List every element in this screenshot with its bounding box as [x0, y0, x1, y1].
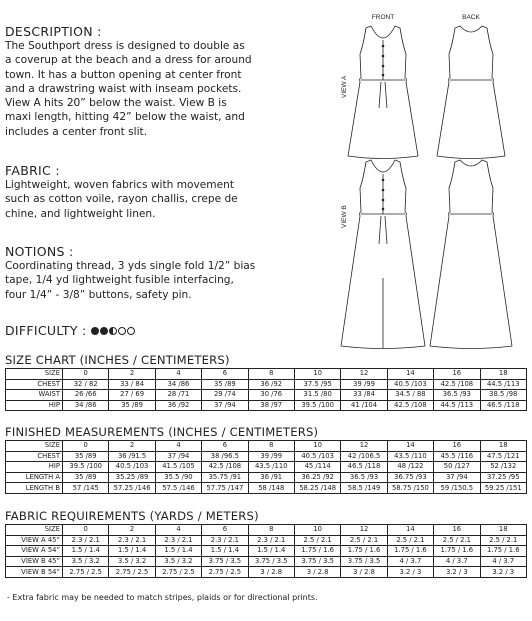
size-column-header: 18	[480, 525, 526, 536]
table-cell: 33 /84	[341, 390, 387, 401]
table-cell: 57.75 /147	[202, 483, 248, 494]
description-line: a coverup at the beach and a dress for around	[5, 54, 252, 67]
table-cell: 39 /99	[248, 451, 294, 462]
table-header-row	[6, 441, 527, 452]
table-cell: 38 /96.5	[202, 451, 248, 462]
table-cell: 34 /86	[155, 379, 201, 390]
table-cell: 41 /104	[341, 400, 387, 411]
table-cell: 44.5 /113	[434, 400, 480, 411]
footnote: - Extra fabric may be needed to match stripes, plaids or for directional prints.	[7, 593, 318, 602]
size-chart-table	[5, 368, 527, 411]
table-cell: 2.75 / 2.5	[63, 567, 109, 578]
table-cell: 39 /99	[341, 379, 387, 390]
table-row	[6, 535, 527, 546]
size-column-header: 0	[63, 441, 109, 452]
description-line: town. It has a button opening at center front	[5, 68, 242, 81]
size-column-header: 0	[63, 369, 109, 380]
fabric-text	[5, 178, 295, 221]
table-cell: 39.5 /100	[294, 400, 340, 411]
table-row	[6, 379, 527, 390]
table-cell: 1.5 / 1.4	[109, 546, 155, 557]
table-cell: 37.5 /95	[294, 379, 340, 390]
size-chart	[5, 354, 527, 411]
table-cell: 3.5 / 3.2	[109, 556, 155, 567]
table-cell: 48 /122	[387, 462, 433, 473]
fabric-heading: FABRIC :	[5, 163, 60, 178]
table-cell: 35.25 /89	[109, 472, 155, 483]
table-cell: 2.5 / 2.1	[387, 535, 433, 546]
table-cell: 36.5 /93	[434, 390, 480, 401]
table-cell: 1.75 / 1.6	[387, 546, 433, 557]
notions-line: four 1/4” - 3/8” buttons, safety pin.	[5, 288, 192, 301]
table-cell: 35.75 /91	[202, 472, 248, 483]
table-cell: 46.5 /118	[480, 400, 526, 411]
table-cell: 31.5 /80	[294, 390, 340, 401]
table-row	[6, 483, 527, 494]
notions-line: Coordinating thread, 3 yds single fold 1/2” bias	[5, 260, 256, 272]
row-label: VIEW B 45”	[6, 556, 63, 567]
fabric-requirements	[5, 510, 527, 578]
row-label: VIEW B 54”	[6, 567, 63, 578]
description-line: includes a center front slit.	[5, 125, 148, 138]
difficulty-label: DIFFICULTY :	[5, 323, 87, 338]
row-label: HIP	[6, 400, 63, 411]
table-cell: 41.5 /105	[155, 462, 201, 473]
table-cell: 1.5 / 1.4	[155, 546, 201, 557]
size-column-header: 4	[155, 441, 201, 452]
table-row	[6, 556, 527, 567]
table-cell: 42.5 /108	[387, 400, 433, 411]
size-column-header: 8	[248, 441, 294, 452]
description-heading: DESCRIPTION :	[5, 24, 102, 39]
table-cell: 3.75 / 3.5	[248, 556, 294, 567]
table-cell: 2.5 / 2.1	[480, 535, 526, 546]
table-cell: 38 /97	[248, 400, 294, 411]
view-b-front-drawing	[341, 160, 425, 349]
finished-measurements-title: FINISHED MEASUREMENTS (INCHES / CENTIMETERS)	[5, 425, 319, 439]
notions-heading: NOTIONS :	[5, 244, 74, 259]
size-column-header: 16	[434, 369, 480, 380]
table-cell: 2.5 / 2.1	[341, 535, 387, 546]
table-cell: 4 / 3.7	[480, 556, 526, 567]
table-cell: 2.3 / 2.1	[248, 535, 294, 546]
table-cell: 45.5 /116	[434, 451, 480, 462]
view-b-label: VIEW B	[341, 205, 348, 228]
table-cell: 36 /92	[248, 379, 294, 390]
table-cell: 3.75 / 3.5	[341, 556, 387, 567]
table-cell: 58.5 /149	[341, 483, 387, 494]
table-cell: 58 /148	[248, 483, 294, 494]
table-cell: 3.5 / 3.2	[63, 556, 109, 567]
difficulty-dot	[118, 327, 126, 335]
dress-illustrations	[333, 8, 527, 353]
table-cell: 1.75 / 1.6	[294, 546, 340, 557]
table-cell: 33 / 84	[109, 379, 155, 390]
table-cell: 42.5 /108	[202, 462, 248, 473]
size-column-header: 12	[341, 369, 387, 380]
table-cell: 35 /89	[109, 400, 155, 411]
table-cell: 36.75 /93	[387, 472, 433, 483]
table-cell: 3 / 2.8	[248, 567, 294, 578]
table-cell: 35 /89	[63, 472, 109, 483]
size-column-header: 2	[109, 525, 155, 536]
table-cell: 1.75 / 1.6	[434, 546, 480, 557]
table-cell: 1.75 / 1.6	[480, 546, 526, 557]
row-label: VIEW A 54”	[6, 546, 63, 557]
table-cell: 1.5 / 1.4	[63, 546, 109, 557]
back-label: BACK	[462, 14, 480, 21]
table-cell: 42 /106.5	[341, 451, 387, 462]
view-a-front-drawing	[348, 26, 418, 159]
table-row	[6, 390, 527, 401]
table-row	[6, 546, 527, 557]
finished-measurements-table	[5, 440, 527, 494]
row-label: WAIST	[6, 390, 63, 401]
table-cell: 3.5 / 3.2	[155, 556, 201, 567]
row-label: LENGTH A	[6, 472, 63, 483]
size-column-header: 4	[155, 369, 201, 380]
fabric-requirements-title: FABRIC REQUIREMENTS (YARDS / METERS)	[5, 509, 259, 523]
size-column-header: 12	[341, 441, 387, 452]
table-row	[6, 462, 527, 473]
description-line: maxi length, hitting 42” below the waist, and	[5, 111, 245, 124]
table-cell: 35 /89	[63, 451, 109, 462]
row-label: VIEW A 45”	[6, 535, 63, 546]
fabric-section	[5, 163, 295, 221]
fabric-requirements-table	[5, 524, 527, 578]
difficulty-rating	[5, 323, 135, 338]
table-cell: 2.3 / 2.1	[155, 535, 201, 546]
table-cell: 2.3 / 2.1	[202, 535, 248, 546]
table-cell: 1.75 / 1.6	[341, 546, 387, 557]
table-cell: 3 / 2.8	[294, 567, 340, 578]
size-column-header: 18	[480, 369, 526, 380]
table-cell: 2.3 / 2.1	[109, 535, 155, 546]
table-cell: 45 /114	[294, 462, 340, 473]
table-cell: 38.5 /98	[480, 390, 526, 401]
size-column-header: 2	[109, 369, 155, 380]
table-cell: 4 / 3.7	[434, 556, 480, 567]
difficulty-dot	[127, 327, 135, 335]
table-cell: 27 / 69	[109, 390, 155, 401]
size-column-header: 8	[248, 369, 294, 380]
table-cell: 36 /91.5	[109, 451, 155, 462]
difficulty-dot	[100, 327, 108, 335]
table-cell: 2.5 / 2.1	[294, 535, 340, 546]
table-cell: 50 /127	[434, 462, 480, 473]
table-cell: 4 / 3.7	[387, 556, 433, 567]
notions-line: tape, 1/4 yd lightweight fusible interfacing,	[5, 274, 234, 287]
table-cell: 29 /74	[202, 390, 248, 401]
finished-measurements	[5, 426, 527, 494]
table-cell: 57.25 /146	[109, 483, 155, 494]
size-column-header: 10	[294, 525, 340, 536]
table-row	[6, 567, 527, 578]
table-cell: 3.2 / 3	[387, 567, 433, 578]
difficulty-dot	[109, 327, 117, 335]
description-section	[5, 24, 295, 139]
table-cell: 40.5 /103	[109, 462, 155, 473]
size-column-header: 14	[387, 525, 433, 536]
table-cell: 58.75 /150	[387, 483, 433, 494]
notions-text	[5, 259, 295, 302]
row-label: CHEST	[6, 379, 63, 390]
size-column-header: 6	[202, 369, 248, 380]
row-label: CHEST	[6, 451, 63, 462]
table-cell: 35.5 /90	[155, 472, 201, 483]
size-header-label: SIZE	[6, 441, 63, 452]
table-cell: 37.25 /95	[480, 472, 526, 483]
table-cell: 26 /66	[63, 390, 109, 401]
size-column-header: 12	[341, 525, 387, 536]
table-cell: 2.75 / 2.5	[109, 567, 155, 578]
size-column-header: 16	[434, 441, 480, 452]
table-cell: 2.3 / 2.1	[63, 535, 109, 546]
fabric-line: chine, and lightweight linen.	[5, 207, 156, 220]
size-column-header: 6	[202, 525, 248, 536]
table-cell: 3.2 / 3	[434, 567, 480, 578]
table-cell: 37 /94	[155, 451, 201, 462]
row-label: LENGTH B	[6, 483, 63, 494]
size-column-header: 10	[294, 369, 340, 380]
table-cell: 59.25 /151	[480, 483, 526, 494]
description-line: The Southport dress is designed to double as	[5, 40, 245, 52]
table-cell: 35 /89	[202, 379, 248, 390]
table-cell: 36 /91	[248, 472, 294, 483]
table-cell: 46.5 /118	[341, 462, 387, 473]
table-cell: 58.25 /148	[294, 483, 340, 494]
table-cell: 39.5 /100	[63, 462, 109, 473]
table-cell: 40.5 /103	[294, 451, 340, 462]
table-cell: 57.5 /146	[155, 483, 201, 494]
table-cell: 43.5 /110	[248, 462, 294, 473]
table-cell: 42.5 /108	[434, 379, 480, 390]
front-label: FRONT	[371, 14, 395, 21]
view-b-back-drawing	[430, 160, 512, 349]
table-cell: 3 / 2.8	[341, 567, 387, 578]
table-cell: 30 /76	[248, 390, 294, 401]
table-cell: 36.5 /93	[341, 472, 387, 483]
table-header-row	[6, 369, 527, 380]
table-cell: 47.5 /121	[480, 451, 526, 462]
table-cell: 40.5 /103	[387, 379, 433, 390]
size-column-header: 0	[63, 525, 109, 536]
table-cell: 34 /86	[63, 400, 109, 411]
size-column-header: 2	[109, 441, 155, 452]
table-row	[6, 472, 527, 483]
view-a-back-drawing	[437, 26, 505, 159]
size-header-label: SIZE	[6, 369, 63, 380]
size-column-header: 14	[387, 441, 433, 452]
row-label: HIP	[6, 462, 63, 473]
table-row	[6, 400, 527, 411]
table-cell: 3.75 / 3.5	[294, 556, 340, 567]
table-cell: 37 /94	[434, 472, 480, 483]
size-column-header: 6	[202, 441, 248, 452]
table-row	[6, 451, 527, 462]
difficulty-dots	[91, 327, 135, 335]
size-column-header: 16	[434, 525, 480, 536]
view-a-label: VIEW A	[341, 75, 348, 98]
table-cell: 2.5 / 2.1	[434, 535, 480, 546]
table-cell: 32 / 82	[63, 379, 109, 390]
size-column-header: 8	[248, 525, 294, 536]
description-text	[5, 39, 295, 139]
size-column-header: 14	[387, 369, 433, 380]
table-cell: 44.5 /113	[480, 379, 526, 390]
size-column-header: 4	[155, 525, 201, 536]
size-header-label: SIZE	[6, 525, 63, 536]
table-cell: 37 /94	[202, 400, 248, 411]
size-chart-title: SIZE CHART (INCHES / CENTIMETERS)	[5, 353, 230, 367]
fabric-line: Lightweight, woven fabrics with movement	[5, 179, 234, 191]
description-line: and a drawstring waist with inseam pockets.	[5, 82, 242, 95]
table-cell: 2.75 / 2.5	[202, 567, 248, 578]
table-cell: 1.5 / 1.4	[202, 546, 248, 557]
table-cell: 36 /92	[155, 400, 201, 411]
table-cell: 3.2 / 3	[480, 567, 526, 578]
table-cell: 1.5 / 1.4	[248, 546, 294, 557]
table-cell: 57 /145	[63, 483, 109, 494]
table-header-row	[6, 525, 527, 536]
table-cell: 2.75 / 2.5	[155, 567, 201, 578]
table-cell: 52 /132	[480, 462, 526, 473]
table-cell: 59 /150.5	[434, 483, 480, 494]
table-cell: 28 /71	[155, 390, 201, 401]
table-cell: 36.25 /92	[294, 472, 340, 483]
table-cell: 43.5 /110	[387, 451, 433, 462]
table-cell: 34.5 / 88	[387, 390, 433, 401]
table-cell: 3.75 / 3.5	[202, 556, 248, 567]
notions-section	[5, 244, 295, 302]
difficulty-dot	[91, 327, 99, 335]
size-column-header: 18	[480, 441, 526, 452]
fabric-line: such as cotton voile, rayon challis, crepe de	[5, 193, 238, 206]
size-column-header: 10	[294, 441, 340, 452]
description-line: View A hits 20” below the waist. View B is	[5, 97, 227, 110]
